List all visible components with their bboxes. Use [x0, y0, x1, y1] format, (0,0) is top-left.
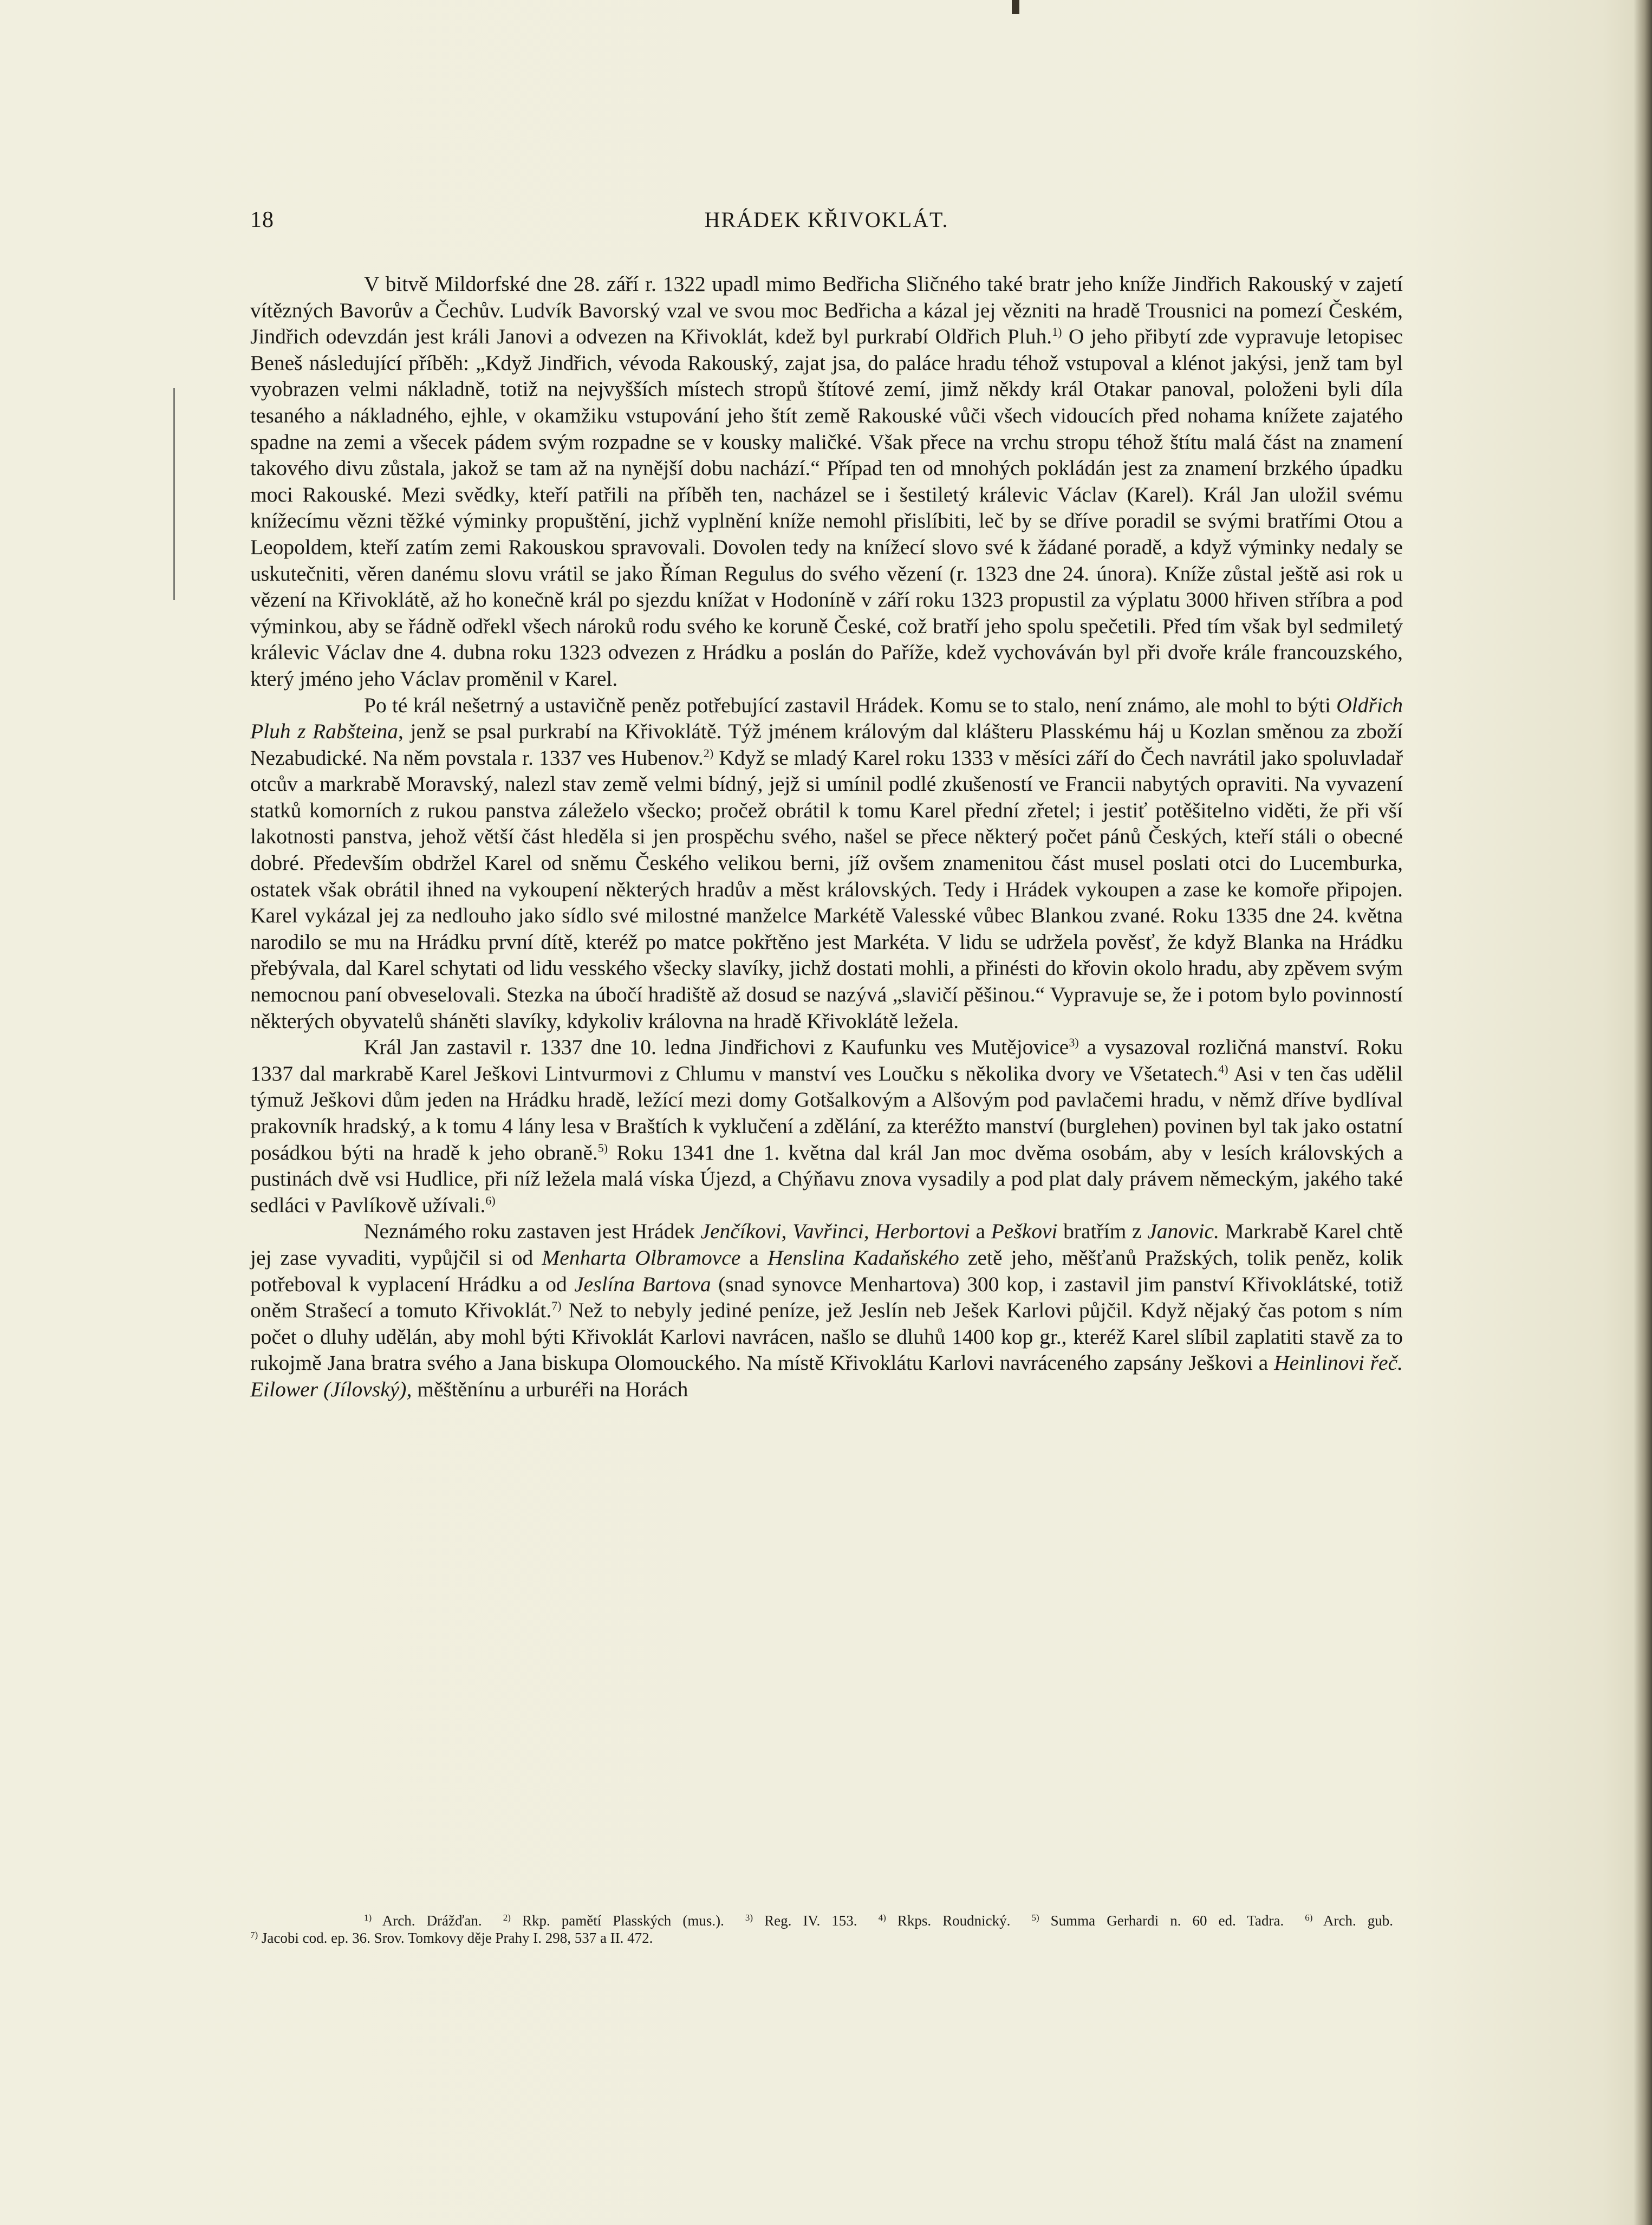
footnote-item [745, 1912, 857, 1929]
binding-mark [1012, 0, 1019, 14]
footnote-ref: 2) [703, 746, 714, 760]
page-header [250, 207, 1403, 239]
italic-name: Jenčíkovi, Vavřinci, Herbortovi [700, 1219, 970, 1244]
footnote-mark: 3) [745, 1912, 753, 1923]
text-run: Asi v ten čas udělil týmuž Ješkovi dům jeden na Hrádku hradě, ležící mezi domy Gotšalkovým a Alšovým pod pavlačemi hradu, v němž dříve bydlíval prakovník hradský, a k tomu 4 lány lesa v Braštích k vyklučení a zdělání, za kteréžto manství (burglehen) povinen byl tak jako ostatní posádkou býti na hradě k jeho obraně. [250, 1061, 1403, 1164]
footnote-mark: 5) [1031, 1912, 1039, 1923]
footnote-ref: 1) [1052, 325, 1062, 339]
footnote-text: Jacobi cod. ep. 36. Srov. Tomkovy děje Prahy I. 298, 537 a II. 472. [258, 1930, 653, 1946]
italic-name: Jeslína Bartova [574, 1272, 711, 1296]
body-text [250, 271, 1403, 1403]
footnote-item [364, 1912, 482, 1929]
text-run: zetě jeho, měšťanů Pražských, tolik peněz, kolik potřeboval k vyplacení Hrádku a od [250, 1245, 1403, 1296]
footnote-mark: 6) [1305, 1912, 1313, 1923]
text-run: Markrabě Karel chtě jej zase vyvaditi, vypůjčil si od [250, 1219, 1403, 1270]
footnote-mark: 7) [250, 1930, 258, 1940]
text-run: V bitvě Mildorfské dne 28. září r. 1322 upadl mimo Bedřicha Sličného také bratr jeho kníže Jindřich Rakouský v zajetí vítězných Bavorův a Čechův. Ludvík Bavorský vzal ve svou moc Bedřicha a kázal jej vězniti na hradě Trousnici na pomezí Českém, Jindřich odevzdán jest králi Janovi a odvezen na Křivoklát, kdež byl purkrabí Oldřich Pluh. [250, 272, 1403, 349]
paragraph [250, 1034, 1403, 1218]
text-run: Král Jan zastavil r. 1337 dne 10. ledna Jindřichovi z Kaufunku ves Mutějovice [364, 1035, 1069, 1059]
italic-name: Henslina Kadaňského [767, 1245, 959, 1270]
footnote-ref: 5) [597, 1141, 608, 1155]
italic-name: Oldřich Pluh z Rabšteina [250, 693, 1403, 744]
text-run: bratřím z [1057, 1219, 1148, 1244]
footnote-ref: 3) [1069, 1036, 1079, 1050]
footnote-text: Rkps. Roudnický. [886, 1912, 1011, 1929]
text-run: Po té král nešetrný a ustavičně peněz potřebující zastavil Hrádek. Komu se to stalo, není známo, ale mohl to býti [364, 693, 1337, 717]
text-run: (snad synovce Menhartova) 300 kop, i zastavil jim panství Křivoklátské, totiž oněm Strašecí a tomuto Křivoklát. [250, 1272, 1403, 1323]
italic-name: Peškovi [991, 1219, 1058, 1244]
footnote-item [1305, 1912, 1393, 1929]
paragraph [250, 271, 1403, 692]
text-run: Roku 1341 dne 1. května dal král Jan moc dvěma osobám, aby v lesích královských a pustinách dvě vsi Hudlice, při níž ležela malá víska Újezd, a Chýňavu znova vysadily a pod plat daly právem německým, jakého také sedláci v Pavlíkově užívali. [250, 1140, 1403, 1217]
paragraph [250, 1218, 1403, 1402]
footnote-text: Summa Gerhardi n. 60 ed. Tadra. [1039, 1912, 1284, 1929]
footnote-mark: 4) [878, 1912, 886, 1923]
running-title: HRÁDEK KŘIVOKLÁT. [704, 207, 949, 232]
italic-name: Janovic. [1147, 1219, 1219, 1244]
text-run: a vysazoval rozličná manství. Roku 1337 dal markrabě Karel Ješkovi Lintvurmovi z Chlumu v manství ves Loučku s několika dvory ve Všetatech. [250, 1035, 1403, 1085]
text-run: a [970, 1219, 991, 1244]
footnote-text: Arch. Drážďan. [372, 1912, 482, 1929]
footnote-text: Reg. IV. 153. [753, 1912, 857, 1929]
paragraph [250, 692, 1403, 1035]
footnotes [250, 1912, 1403, 1947]
page-edge-shadow [1634, 0, 1652, 2225]
text-run: , jenž se psal purkrabí na Křivoklátě. Týž jménem královým dal klášteru Plasskému háj u Kozlan směnou za zboží Nezabudické. Na něm povstala r. 1337 ves Hubenov. [250, 719, 1403, 770]
footnote-text: Rkp. pamětí Plasských (mus.). [510, 1912, 724, 1929]
footnote-item [1031, 1912, 1284, 1929]
footnote-mark: 1) [364, 1912, 372, 1923]
footnote-item [879, 1912, 1011, 1929]
text-run: měštěnínu a urburéři na Horách [412, 1377, 688, 1401]
footnote-text: Arch. gub. [1312, 1912, 1394, 1929]
footnote-mark: 2) [503, 1912, 511, 1923]
italic-name: Heinlinovi řeč. Eilower (Jílovský), [250, 1351, 1403, 1401]
footnote-ref: 7) [551, 1299, 562, 1313]
text-run: Než to nebyly jediné peníze, jež Jeslín neb Ješek Karlovi půjčil. Když nějaký čas potom s ním počet o dluhy udělán, aby mohl býti Křivoklát Karlovi navrácen, našlo se dluhů 1400 kop gr., kteréž Karel slíbil zaplatiti stavě za to rukojmě Jana bratra svého a Jana biskupa Olomouckého. Na místě Křivoklátu Karlovi navráceného zapsány Ješkovi a [250, 1298, 1403, 1375]
footnote-item [250, 1930, 653, 1946]
text-run: Když se mladý Karel roku 1333 v měsíci září do Čech navrátil jako spoluvladař otcův a markrabě Moravský, nalezl stav země velmi bídný, jejž si umínil podlé zkušeností ve Francii nabytých opraviti. Na vyvazení statků komorních z rukou panstva záleželo všecko; pročež obrátil k tomu Karel přední zřetel; i jestiť potěšitelno viděti, že při vší lakotnosti panstva, jehož větší část hleděla si jen prospěchu svého, našel se přece některý počet pánů Českých, kteří stáli o obecné dobré. Především obdržel Karel od sněmu Českého velikou berni, jíž ovšem znamenitou část musel poslati otci do Lucemburka, ostatek však obrátil ihned na vykoupení některých hradův a měst královských. Tedy i Hrádek vykoupen a zase ke komoře připojen. Karel vykázal jej za nedlouho jako sídlo své milostné manželce Markétě Valesské vůbec Blankou zvané. Roku 1335 dne 24. května narodilo se mu na Hrádku první dítě, kteréž po matce pokřtěno jest Markéta. V lidu se udržela pověsť, že když Blanka na Hrádku přebývala, dal Karel schytati od lidu vesského všecky slavíky, jichž dostati mohli, a přinésti do křovin okolo hradu, aby zpěvem svým nemocnou paní obveselovali. Stezka na úbočí hradiště až dosud se nazývá „slavičí pěšinou.“ Vypravuje se, že i potom bylo povinností některých obyvatelů sháněti slavíky, kdykoliv královna na hradě Křivoklátě ležela. [250, 745, 1403, 1033]
margin-bracket-mark [173, 388, 207, 600]
text-run: O jeho přibytí zde vypravuje letopisec Beneš následující příběh: „Když Jindřich, vévoda Rakouský, zajat jsa, do paláce hradu téhož vstupoval a klénot jakýsi, jenž tam byl vyobrazen velmi nákladně, totiž na nejvyšších místech stropů štítové zemí, jimž někdy král Otakar panoval, položeni byli díla tesaného a nákladného, ejhle, v okamžiku vstupování jeho štít země Rakouské vůči všech vidoucích před nohama knížete zajatého spadne na zemi a všecek pádem svým rozpadne se v kousky maličké. Však přece na vrchu stropu téhož štítu malá část na znamení takového divu zůstala, jakož se tam až na nynější dobu nachází.“ Případ ten od mnohých pokládán jest za znamení brzkého úpadku moci Rakouské. Mezi svědky, kteří patřili na příběh ten, nacházel se i šestiletý králevic Václav (Karel). Král Jan uložil svému knížecímu vězni těžké výminky propuštění, jichž vyplnění kníže nemohl přislíbiti, leč by se dříve poradil se svými bratřími Otou a Leopoldem, kteří zatím zemi Rakouskou spravovali. Dovolen tedy na knížecí slovo své k žádané poradě, a když výminky nedaly se uskutečniti, věren danému slovu vrátil se jako Říman Regulus do svého vězení (r. 1323 dne 24. února). Kníže zůstal ještě asi rok u vězení na Křivoklátě, až ho konečně král po sjezdu knížat v Hodoníně v září roku 1323 propustil za výplatu 3000 hřiven stříbra a pod výminkou, aby se řádně odřekl všech nároků rodu svého ke koruně České, což bratří jeho spolu spečetili. Před tím však byl sedmiletý králevic Václav dne 4. dubna roku 1323 odvezen z Hrádku a poslán do Paříže, kdež vychováván byl při dvoře krále francouzského, který jméno jeho Václav proměnil v Karel. [250, 324, 1403, 691]
footnote-ref: 6) [485, 1193, 496, 1207]
page-number: 18 [250, 207, 274, 232]
footnote-item [503, 1912, 724, 1929]
footnote-ref: 4) [1218, 1062, 1228, 1076]
italic-name: Menharta Olbramovce [542, 1245, 741, 1270]
text-run: a [740, 1245, 768, 1270]
footnote-list [250, 1912, 1403, 1947]
text-run: Neznámého roku zastaven jest Hrádek [364, 1219, 701, 1244]
